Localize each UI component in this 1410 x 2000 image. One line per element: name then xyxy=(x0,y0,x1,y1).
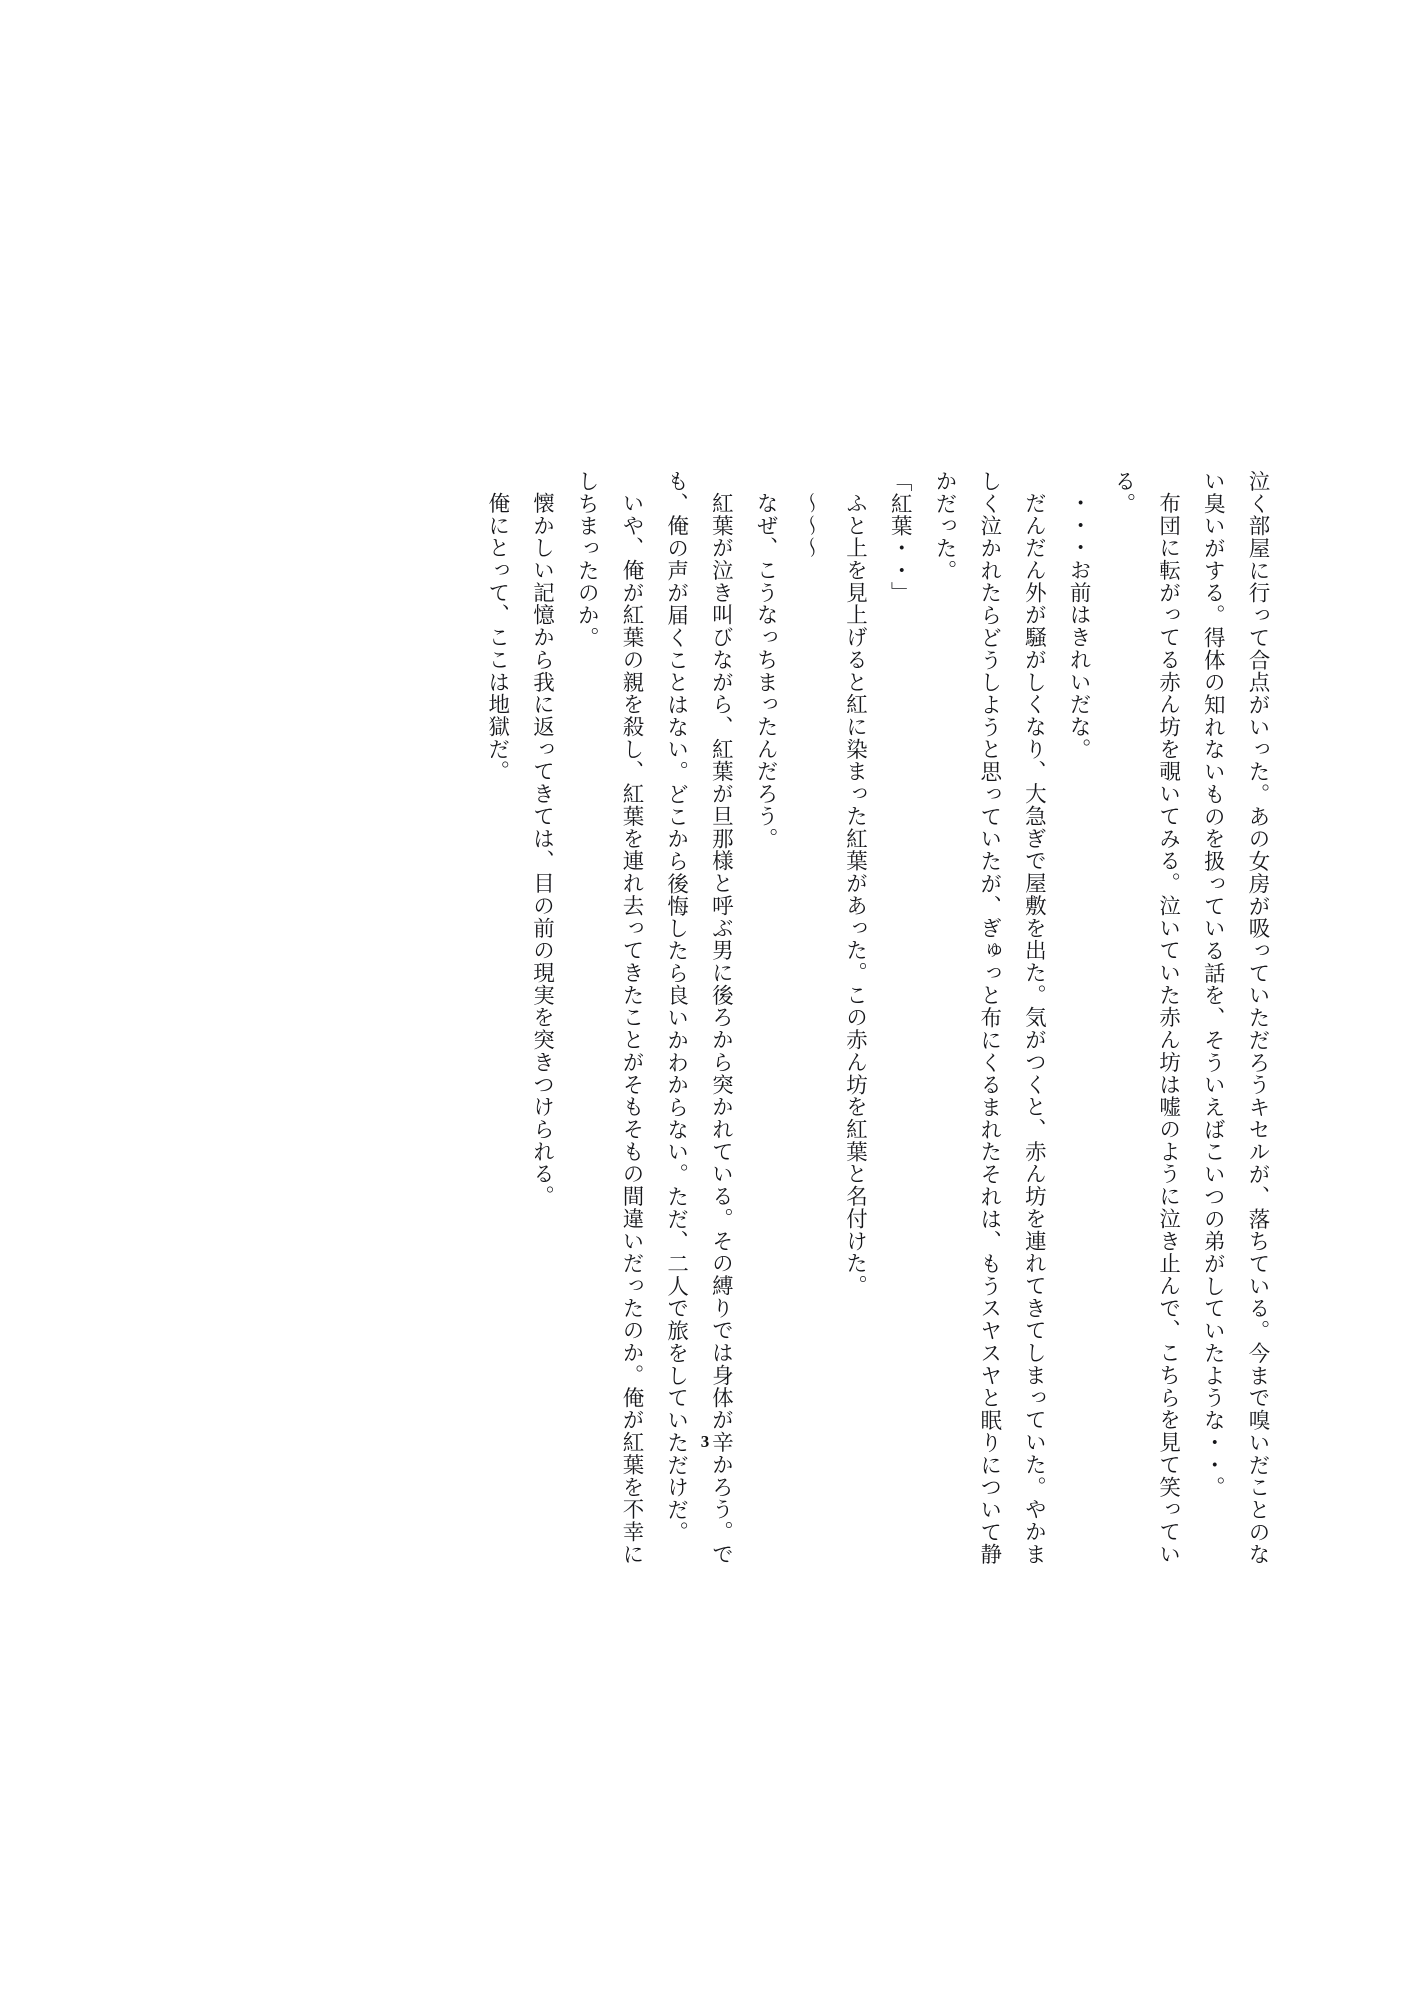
paragraph: ふと上を見上げると紅に染まった紅葉があった。この赤ん坊を紅葉と名付けた。 xyxy=(843,491,868,1297)
paragraph: 懐かしい記憶から我に返ってきては、目の前の現実を突きつけられる。 xyxy=(530,491,555,1208)
paragraph-separator: 〜〜〜 xyxy=(798,491,823,559)
paragraph: いや、俺が紅葉の親を殺し、紅葉を連れ去ってきたことがそもそもの間違いだったのか。俺が紅葉を不幸にしちまったのか。 xyxy=(575,470,644,1565)
paragraph: 俺にとって、ここは地獄だ。 xyxy=(485,491,510,783)
paragraph: 紅葉が泣き叫びながら、紅葉が旦那様と呼ぶ男に後ろから突かれている。その縛りでは身体が辛かろう。でも、俺の声が届くことはない。どこから後悔したら良いかわからない。ただ、二人で旅をしていただけだ。 xyxy=(664,470,734,1565)
paragraph-dialogue: 「紅葉・・」 xyxy=(888,470,913,605)
paragraph: 布団に転がってる赤ん坊を覗いてみる。泣いていた赤ん坊は嘘のように泣き止んで、こちらを見て笑っている。 xyxy=(1111,470,1181,1565)
novel-body-text xyxy=(475,470,1280,1580)
paragraph: だんだん外が騒がしくなり、大急ぎで屋敷を出た。気がつくと、赤ん坊を連れてきてしまっていた。やかましく泣かれたらどうしようと思っていたが、ぎゅっと布にくるまれたそれは、もうスヤスヤと眠りについて静かだった。 xyxy=(932,470,1047,1566)
paragraph: ・・・お前はきれいだな。 xyxy=(1067,491,1092,760)
page-number: 3 xyxy=(700,1432,710,1451)
paragraph: なぜ、こうなっちまったんだろう。 xyxy=(754,491,779,850)
paragraph: 泣く部屋に行って合点がいった。あの女房が吸っていただろうキセルが、落ちている。今まで嗅いだことのない臭いがする。得体の知れないものを扱っている話を、そういえばこいつの弟がしていたような・・。 xyxy=(1201,470,1270,1566)
